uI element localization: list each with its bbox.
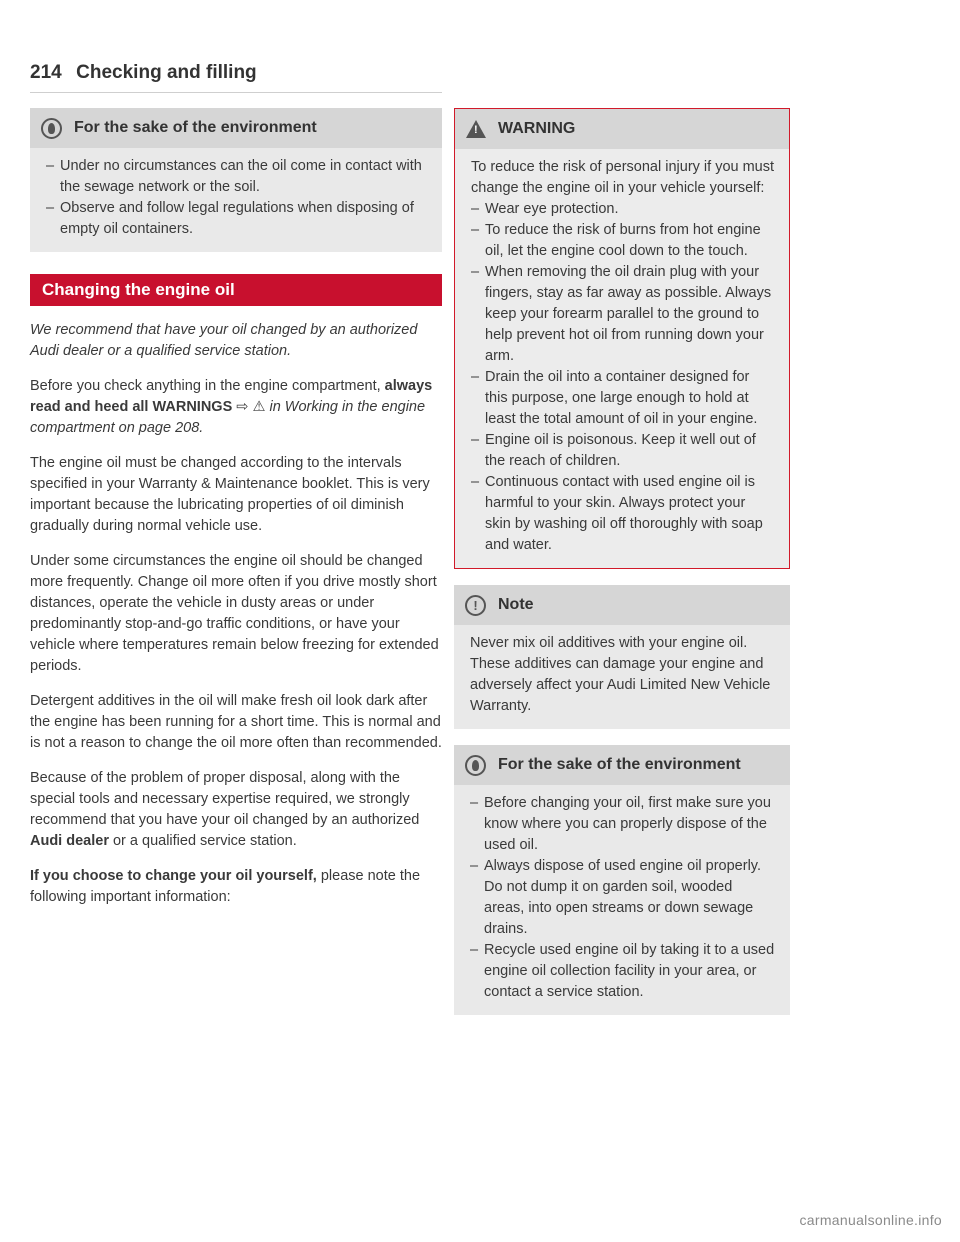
- list-item: – Wear eye protection.: [471, 199, 775, 220]
- warning-intro: To reduce the risk of personal injury if you must change the engine oil in your vehicle yourself:: [471, 159, 775, 196]
- environment-box-2-header: [454, 745, 790, 785]
- paragraph-1: [30, 376, 442, 439]
- list-item: – Drain the oil into a container designed for this purpose, one large enough to hold at least the total amount of oil in your engine.: [471, 367, 775, 430]
- left-column: [30, 108, 442, 908]
- chapter-title: Checking and filling: [76, 62, 257, 83]
- list-item: – Always dispose of used engine oil properly. Do not dump it on garden soil, wooded areas, into open streams or down sewage drains.: [470, 856, 776, 940]
- bold-text: If you choose to change your oil yourself,: [30, 868, 317, 884]
- note-title: Note: [498, 596, 534, 613]
- info-icon: !: [465, 595, 486, 616]
- list-item: – To reduce the risk of burns from hot engine oil, let the engine cool down to the touch.: [471, 220, 775, 262]
- warning-reference-icon[interactable]: ⇨ ⚠: [232, 399, 270, 415]
- text-run: please note the following important information:: [30, 868, 421, 905]
- note-text: Never mix oil additives with your engine oil. These additives can damage your engine and adversely affect your Audi Limited New Vehicle Warranty.: [470, 635, 771, 714]
- right-column: [454, 108, 790, 1015]
- page-number: 214: [30, 62, 62, 83]
- list-item: – Observe and follow legal regulations when disposing of empty oil containers.: [46, 198, 428, 240]
- text-run: Before you check anything in the engine compartment,: [30, 378, 385, 394]
- list-item: – Recycle used engine oil by taking it to a used engine oil collection facility in your area, or contact a service station.: [470, 940, 776, 1003]
- paragraph-6: [30, 866, 442, 908]
- environment-icon: [465, 755, 486, 776]
- warning-title: WARNING: [498, 120, 576, 137]
- warning-header: [455, 109, 789, 149]
- note-header: [454, 585, 790, 625]
- warning-box: [454, 108, 790, 569]
- environment-icon: [41, 118, 62, 139]
- list-item: – Engine oil is poisonous. Keep it well out of the reach of children.: [471, 430, 775, 472]
- list-item: – Under no circumstances can the oil come in contact with the sewage network or the soil.: [46, 156, 428, 198]
- cross-reference-link[interactable]: in Working in the engine compartment on page 208.: [30, 399, 426, 436]
- list-item: – Continuous contact with used engine oil is harmful to your skin. Always protect your skin by washing oil off thoroughly with soap and water.: [471, 472, 775, 556]
- page-header: [30, 62, 442, 93]
- section-title: Changing the engine oil: [30, 274, 442, 306]
- paragraph-2: The engine oil must be changed according to the intervals specified in your Warranty & Maintenance booklet. This is very important because the lubricating properties of oil diminish gradually during normal vehicle use.: [30, 455, 430, 534]
- paragraph-4: Detergent additives in the oil will make fresh oil look dark after the engine has been running for a short time. This is normal and is not a reason to change the oil more often than recommended.: [30, 693, 442, 751]
- intro-paragraph: We recommend that have your oil changed by an authorized Audi dealer or a qualified service station.: [30, 322, 418, 359]
- bold-text: always read and heed all WARNINGS: [30, 378, 433, 415]
- list-item: – Before changing your oil, first make sure you know where you can properly dispose of the used oil.: [470, 793, 776, 856]
- paragraph-5: [30, 768, 442, 852]
- environment-box-2: [454, 745, 790, 1015]
- watermark: carmanualsonline.info: [799, 1212, 942, 1228]
- paragraph-3: Under some circumstances the engine oil should be changed more frequently. Change oil more often if you drive mostly short distances, operate the vehicle in dusty areas or under predominantly stop-and-go traffic conditions, or have your vehicle where temperatures remain below freezing for extended periods.: [30, 553, 439, 674]
- environment-box-2-title: For the sake of the environment: [498, 756, 741, 773]
- bold-text: Audi dealer: [30, 833, 109, 849]
- environment-box-1: [30, 108, 442, 252]
- warning-triangle-icon: [466, 120, 486, 138]
- note-box: [454, 585, 790, 729]
- list-item: – When removing the oil drain plug with your fingers, stay as far away as possible. Always keep your forearm parallel to the ground to help prevent hot oil from running down your arm.: [471, 262, 775, 367]
- text-run: Because of the problem of proper disposal, along with the special tools and necessary expertise required, we strongly recommend that you have your oil changed by an authorized: [30, 770, 420, 828]
- text-run: or a qualified service station.: [108, 833, 297, 849]
- environment-box-1-title: For the sake of the environment: [74, 119, 317, 136]
- environment-box-1-header: [30, 108, 442, 148]
